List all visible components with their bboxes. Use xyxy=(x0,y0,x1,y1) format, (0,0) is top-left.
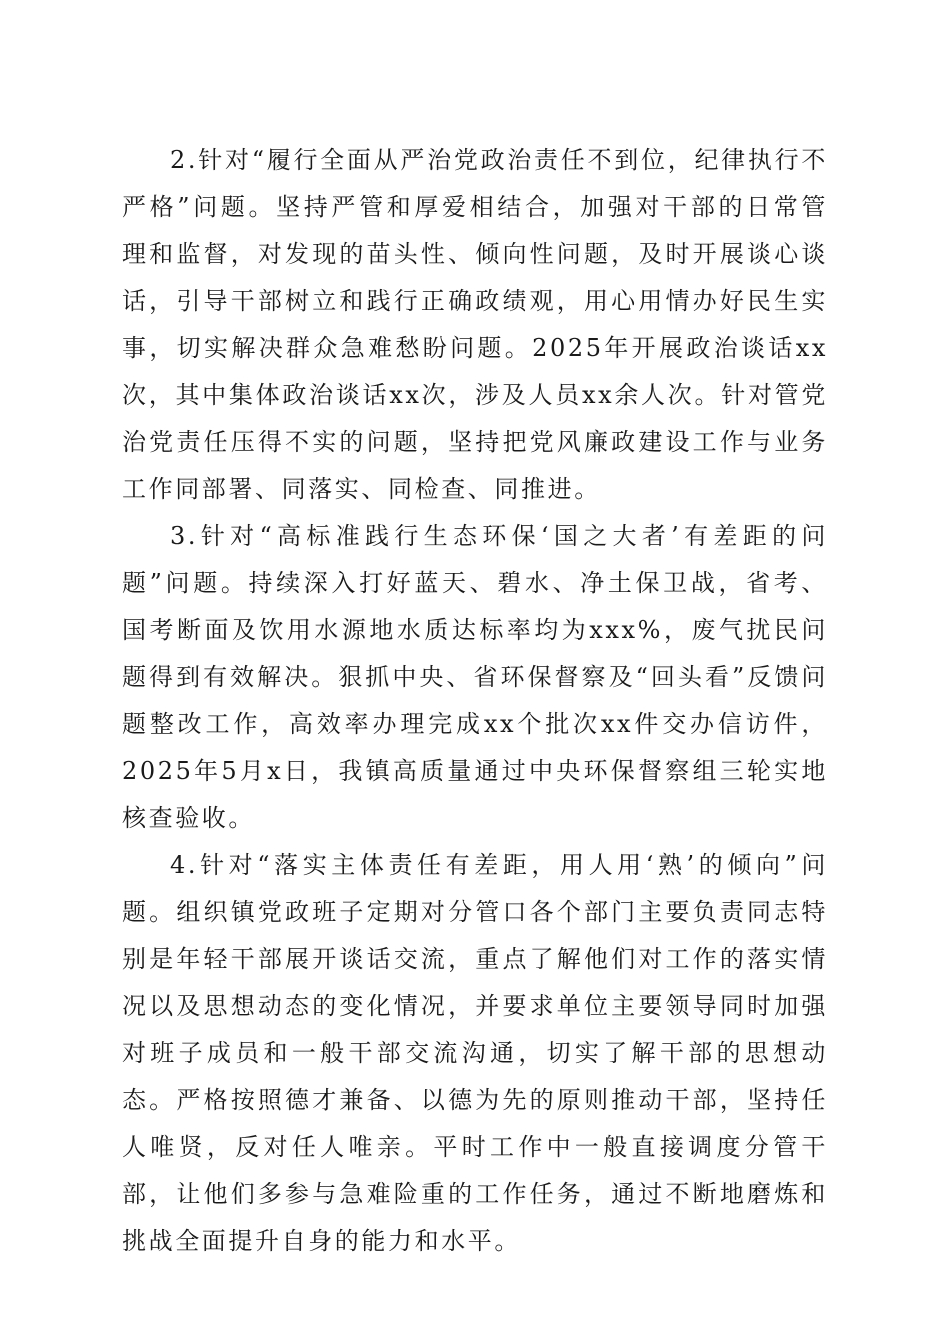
paragraph-item-3: 3.针对“高标准践行生态环保‘国之大者’有差距的问题”问题。持续深入打好蓝天、碧水、净土保卫战，省考、国考断面及饮用水源地水质达标率均为xxx%，废气扰民问题得到有效解决。狠抓中央、省环保督察及“回头看”反馈问题整改工作，高效率办理完成xx个批次xx件交办信访件，2025年5月x日，我镇高质量通过中央环保督察组三轮实地核查验收。 xyxy=(122,522,828,832)
document-body xyxy=(122,137,828,1265)
paragraph-item-4: 4.针对“落实主体责任有差距，用人用‘熟’的倾向”问题。组织镇党政班子定期对分管口各个部门主要负责同志特别是年轻干部展开谈话交流，重点了解他们对工作的落实情况以及思想动态的变化情况，并要求单位主要领导同时加强对班子成员和一般干部交流沟通，切实了解干部的思想动态。严格按照德才兼备、以德为先的原则推动干部，坚持任人唯贤，反对任人唯亲。平时工作中一般直接调度分管干部，让他们多参与急难险重的工作任务，通过不断地磨炼和挑战全面提升自身的能力和水平。 xyxy=(122,851,828,1255)
paragraph-item-2: 2.针对“履行全面从严治党政治责任不到位，纪律执行不严格”问题。坚持严管和厚爱相结合，加强对干部的日常管理和监督，对发现的苗头性、倾向性问题，及时开展谈心谈话，引导干部树立和践行正确政绩观，用心用情办好民生实事，切实解决群众急难愁盼问题。2025年开展政治谈话xx次，其中集体政治谈话xx次，涉及人员xx余人次。针对管党治党责任压得不实的问题，坚持把党风廉政建设工作与业务工作同部署、同落实、同检查、同推进。 xyxy=(122,146,828,503)
